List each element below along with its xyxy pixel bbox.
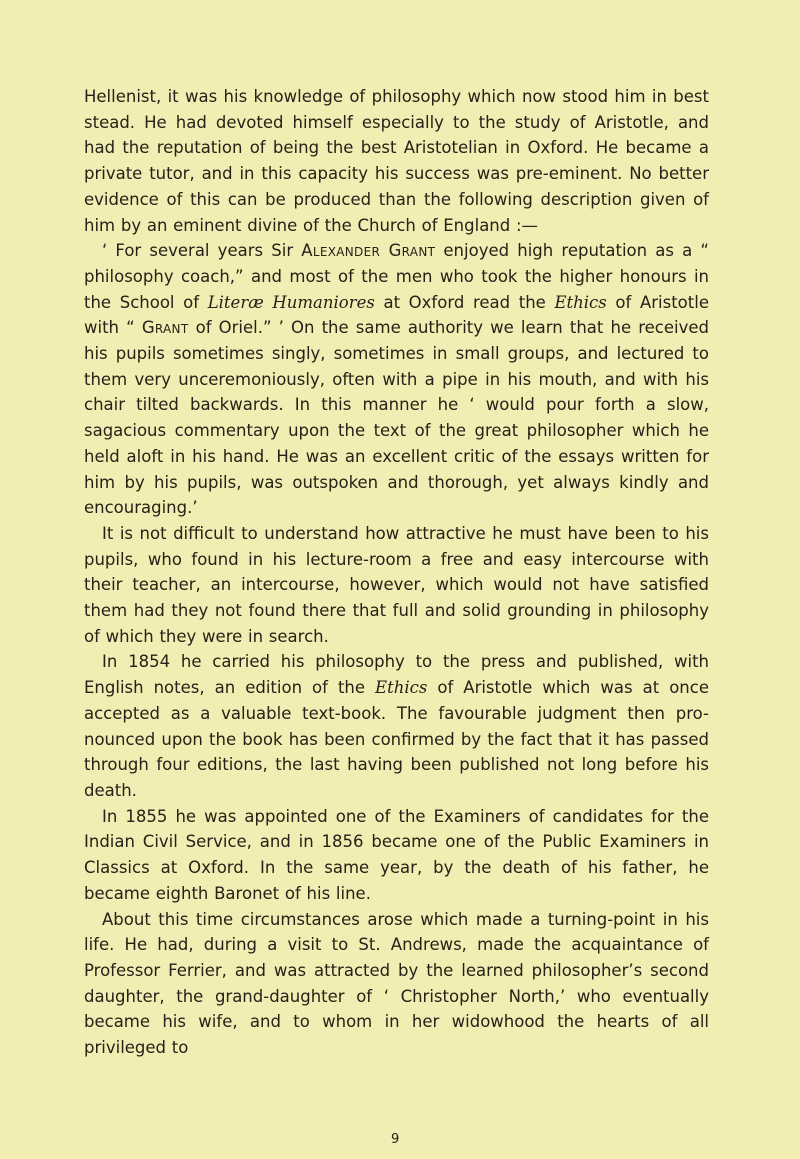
quote-text-3: of Aristotle with “ bbox=[84, 292, 709, 338]
text-1854-1: In 1854 he carried his philosophy to the press and published, with English notes, an edition of the bbox=[84, 652, 709, 698]
text-1854-2: of Aristotle which was at once accepted as a valuable text-book. The favourable judgment then pro- nounced upon the book has been confirmed by the fact that it has passed through four editions, the last having been published not long before his death. bbox=[84, 678, 709, 800]
paragraph-1855-examiner: In 1855 he was appointed one of the Examiners of candidates for the Indian Civil Service, and in 1856 became one of the Public Examiners in Classics at Oxford. In the same year, by the death of his father, he became eighth Baronet of his line. bbox=[84, 806, 709, 903]
italic-ethics: Ethics bbox=[554, 292, 607, 312]
paragraph-1854-edition bbox=[84, 649, 709, 803]
italic-ethics-2: Ethics bbox=[375, 678, 428, 698]
italic-literae-humaniores: Literæ Humaniores bbox=[207, 292, 375, 312]
quote-text-4: of Oriel.” ’ On the same authority we learn that he received his pupils sometimes singly, sometimes in small groups, and lectured to them very unceremoniously, often with a pipe in his mouth, and with his chair tilted backwards. In this manner he ‘ would pour forth a slow, sagacious commentary upon the text of the great philosopher which he held aloft in his hand. He was an excellent critic of the essays written for him by his pupils, was outspoken and thorough, yet always kindly and encouraging.’ bbox=[84, 318, 709, 518]
quote-opening: ‘ For several years Sir bbox=[102, 241, 302, 261]
paragraph-turning-point: About this time circumstances arose which made a turning-point in his life. He had, during a visit to St. Andrews, made the acquaintance of Professor Ferrier, and was attracted by the learned philosopher’s second daughter, the grand-daughter of ‘ Christopher North,’ who eventually became his wife, and to whom in her widowhood the hearts of all privileged to bbox=[84, 909, 709, 1058]
name-grant: Grant bbox=[141, 318, 189, 338]
page-number: 9 bbox=[391, 1132, 400, 1147]
name-alexander-grant: Alexander Grant bbox=[301, 241, 436, 261]
paragraph-attractive-teacher: It is not difficult to understand how attractive he must have been to his pupils, who found in his lecture-room a free and easy intercourse with their teacher, an intercourse, however, which would not have satisfied them had they not found there that full and solid grounding in philosophy of which they were in search. bbox=[84, 523, 709, 646]
paragraph-hellenist: Hellenist, it was his knowledge of philosophy which now stood him in best stead. He had devoted himself especially to the study of Aristotle, and had the reputation of being the best Aristotelian in Oxford. He became a private tutor, and in this capacity his success was pre-eminent. No better evidence of this can be produced than the following description given of him by an eminent divine of the Church of England :— bbox=[84, 87, 709, 235]
quote-text-2: at Oxford read the bbox=[374, 292, 555, 312]
quote-text-1: enjoyed high reputation as a “ philosophy coach,” and most of the men who took the higher honours in the School of bbox=[84, 241, 709, 312]
paragraph-quoted-description bbox=[84, 238, 709, 521]
book-page bbox=[84, 84, 709, 1061]
